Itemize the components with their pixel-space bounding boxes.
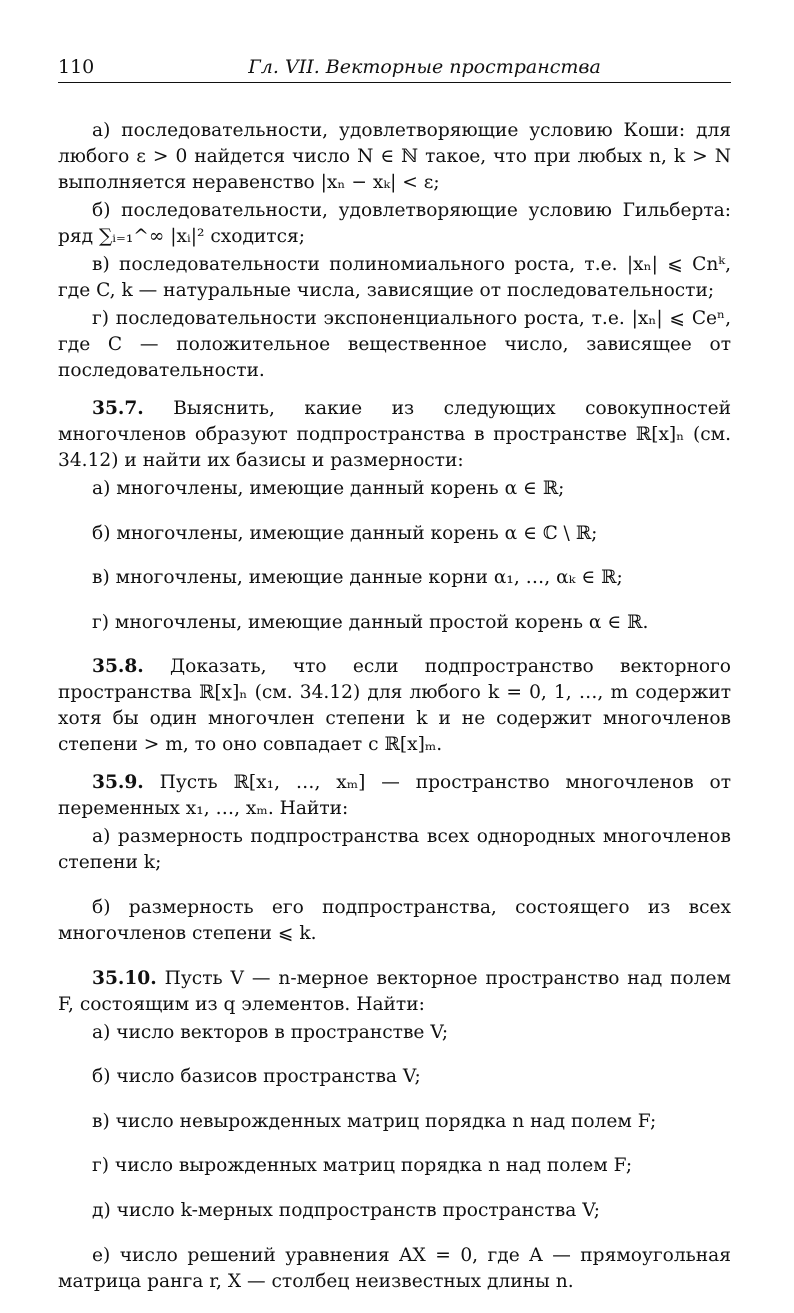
- problem-number: 35.9.: [92, 772, 144, 794]
- running-title: Гл. VII. Векторные пространства: [248, 56, 601, 78]
- list-item: б) размерность его подпространства, состоящего из всех многочленов степени ⩽ k.: [58, 896, 731, 944]
- list-item: г) число вырожденных матриц порядка n над полем F;: [92, 1155, 633, 1177]
- problem-number: 35.10.: [92, 967, 157, 989]
- problem-35-7: [58, 396, 731, 474]
- list-item: б) многочлены, имеющие данный корень α ∈ ℂ \ ℝ;: [92, 522, 598, 544]
- problem-35-9: [58, 770, 731, 822]
- problem-number: 35.7.: [92, 398, 144, 419]
- list-item: а) последовательности, удовлетворяющие условию Коши: для любого ε > 0 найдется число N ∈ ℕ такое, что при любых n, k > N выполняется неравенство |xₙ − xₖ| < ε;: [58, 120, 731, 193]
- list-item: а) размерность подпространства всех однородных многочленов степени k;: [58, 826, 731, 874]
- problem-text: Выяснить, какие из следующих совокупностей многочленов образуют подпространства в пространстве ℝ[x]ₙ (см. 34.12) и найти их базисы и размерности:: [58, 398, 731, 471]
- list-item: в) число невырожденных матриц порядка n над полем F;: [92, 1110, 657, 1132]
- problem-text: Пусть V — n-мерное векторное пространство над полем F, состоящим из q элементов. Найти:: [58, 967, 731, 1015]
- list-item: е) число решений уравнения AX = 0, где A — прямоугольная матрица ранга r, X — столбец неизвестных длины n.: [58, 1244, 731, 1292]
- problem-number: 35.8.: [92, 656, 144, 678]
- page-header: [58, 52, 731, 83]
- problem-35-8: [58, 654, 731, 758]
- list-item: б) последовательности, удовлетворяющие условию Гильберта: ряд ∑ᵢ₌₁^∞ |xᵢ|² сходится;: [58, 200, 731, 247]
- list-item: а) многочлены, имеющие данный корень α ∈ ℝ;: [92, 478, 565, 499]
- list-item: г) последовательности экспоненциального роста, т.е. |xₙ| ⩽ Ceⁿ, где C — положительное вещественное число, зависящее от последовательности.: [58, 308, 731, 381]
- problem-text: Пусть ℝ[x₁, …, xₘ] — пространство многочленов от переменных x₁, …, xₘ. Найти:: [58, 772, 731, 820]
- page-content: [58, 118, 731, 1313]
- list-item: б) число базисов пространства V;: [92, 1066, 421, 1088]
- list-item: а) число векторов в пространстве V;: [92, 1021, 449, 1043]
- list-item: д) число k-мерных подпространств пространства V;: [92, 1199, 601, 1221]
- list-item: в) многочлены, имеющие данные корни α₁, …, αₖ ∈ ℝ;: [92, 567, 623, 589]
- list-item: г) многочлены, имеющие данный простой корень α ∈ ℝ.: [92, 611, 649, 633]
- page-number: 110: [58, 56, 95, 78]
- problem-35-10: [58, 966, 731, 1018]
- problem-text: Доказать, что если подпространство векторного пространства ℝ[x]ₙ (см. 34.12) для любого k = 0, 1, …, m содержит хотя бы один многочлен степени k и не содержит многочленов степени > m, то оно совпадает с ℝ[x]ₘ.: [58, 656, 731, 756]
- list-item: в) последовательности полиномиального роста, т.е. |xₙ| ⩽ Cnᵏ, где C, k — натуральные числа, зависящие от последовательности;: [58, 254, 731, 301]
